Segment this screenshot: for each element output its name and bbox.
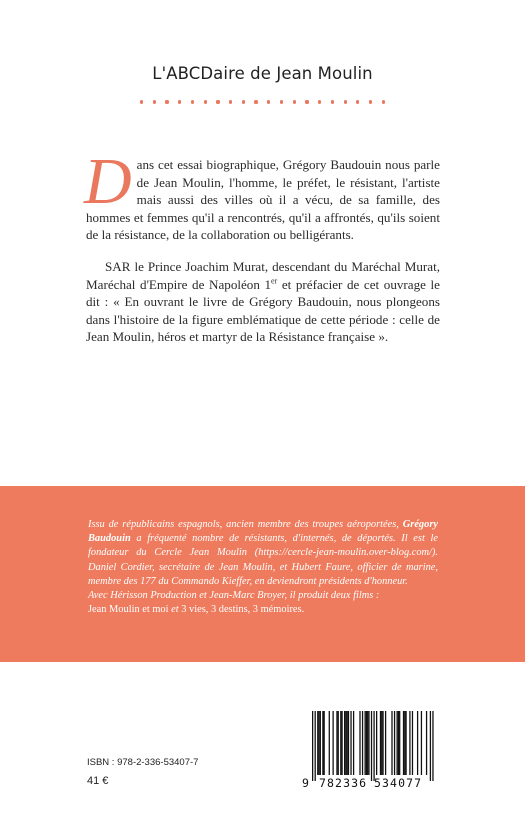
barcode-bar: [341, 711, 342, 775]
barcode-bar: [347, 711, 348, 775]
bio-intro: Issu de républicains espagnols, ancien membre des troupes aéroportées,: [88, 519, 399, 530]
barcode-bar: [345, 711, 346, 775]
barcode-left-digits: 782336: [319, 776, 368, 790]
barcode-bar: [399, 711, 400, 775]
barcode-bar: [403, 711, 404, 775]
ean-barcode: [298, 705, 438, 800]
barcode-bar: [318, 711, 319, 775]
dotted-divider: [140, 99, 385, 105]
barcode-bar: [362, 711, 363, 775]
barcode-bar: [324, 711, 325, 775]
barcode-bar: [426, 711, 427, 775]
barcode-bar: [398, 711, 399, 775]
barcode-bar: [421, 711, 422, 775]
barcode-bar: [359, 711, 360, 775]
barcode-bar: [332, 711, 333, 775]
bio-body: a fréquenté nombre de résistants, d'internés, de déportés. Il est le fondateur du Cercle Jean Moulin (https://cercle-jean-moulin.over-blog.com/). Daniel Cordier, secrétaire de Jean Moulin, et Hubert Faure, officier de marine, membre des 177 du Commando Kieffer, en deviendront présidents d'honneur.: [88, 533, 438, 587]
barcode-bar: [366, 711, 367, 775]
barcode-bar: [368, 711, 369, 775]
barcode-bar: [322, 711, 323, 775]
barcode-bar: [412, 711, 413, 775]
barcode-bar: [336, 711, 337, 775]
barcode-bar: [373, 711, 374, 781]
barcode-bar: [394, 711, 395, 775]
barcode-bar: [432, 711, 433, 781]
film-separator: et: [168, 604, 182, 616]
price-label: 41 €: [87, 775, 109, 787]
barcode-bar: [315, 711, 316, 781]
barcode-bar: [338, 711, 339, 775]
barcode-bar: [409, 711, 410, 775]
quote-text-end: et préfacier de cet ouvrage le dit : « En ouvrant le livre de Grégory Baudouin, nous plongeons dans l'histoire de la figure emblématique de cette période : celle de Jean Moulin, héros et martyr de la Résistance française ».: [86, 276, 440, 345]
author-bio: [88, 518, 438, 617]
summary-paragraph: [84, 145, 440, 244]
barcode-bar: [344, 711, 345, 775]
book-title: L'ABCDaire de Jean Moulin: [152, 64, 373, 83]
barcode-bar: [340, 711, 341, 775]
barcode-bar: [348, 711, 349, 775]
ordinal-superscript: er: [271, 276, 278, 286]
barcode-bar: [364, 711, 365, 775]
barcode-bar: [350, 711, 351, 775]
barcode-bar: [382, 711, 383, 775]
barcode-bar: [385, 711, 386, 775]
barcode-bar: [376, 711, 377, 775]
barcode-bar: [367, 711, 368, 775]
films-intro: Avec Hérisson Production et Jean-Marc Broyer, il produit deux films :: [88, 590, 380, 602]
barcode-bar: [353, 711, 354, 775]
film-title-2: 3 vies, 3 destins, 3 mémoires.: [181, 604, 305, 616]
barcode-bar: [404, 711, 405, 775]
barcode-bar: [391, 711, 392, 775]
barcode-bar: [430, 711, 431, 781]
barcode-bar: [381, 711, 382, 775]
barcode-bar: [417, 711, 418, 775]
barcode-bar: [396, 711, 397, 775]
barcode-first-digit: 9: [302, 776, 309, 790]
barcode-bar: [371, 711, 372, 781]
barcode-bar: [312, 711, 313, 781]
barcode-bar: [380, 711, 381, 775]
quote-paragraph: [86, 258, 440, 346]
summary-text: ans cet essai biographique, Grégory Baudouin nous parle de Jean Moulin, l'homme, le préfet, le résistant, l'artiste mais aussi des villes où il a vécu, de sa famille, des hommes et femmes qu'il a rencontrés, qu'il a affrontés, qu'ils soient de la résistance, de la collaboration ou belligérants.: [86, 157, 440, 243]
barcode-bar: [329, 711, 330, 775]
author-name: Grégory Baudouin: [88, 519, 438, 545]
barcode-bar: [320, 711, 321, 775]
barcode-bar: [405, 711, 406, 775]
film-title-1: Jean Moulin et moi: [88, 604, 169, 616]
quote-text-start: SAR le Prince Joachim Murat, descendant du Maréchal Murat, Maréchal d'Empire de Napoléon 1: [86, 259, 440, 292]
barcode-bar: [317, 711, 318, 775]
isbn-label: ISBN : 978-2-336-53407-7: [87, 757, 199, 768]
drop-cap-letter: D: [84, 145, 132, 218]
barcode-right-digits: 534077: [374, 776, 423, 790]
